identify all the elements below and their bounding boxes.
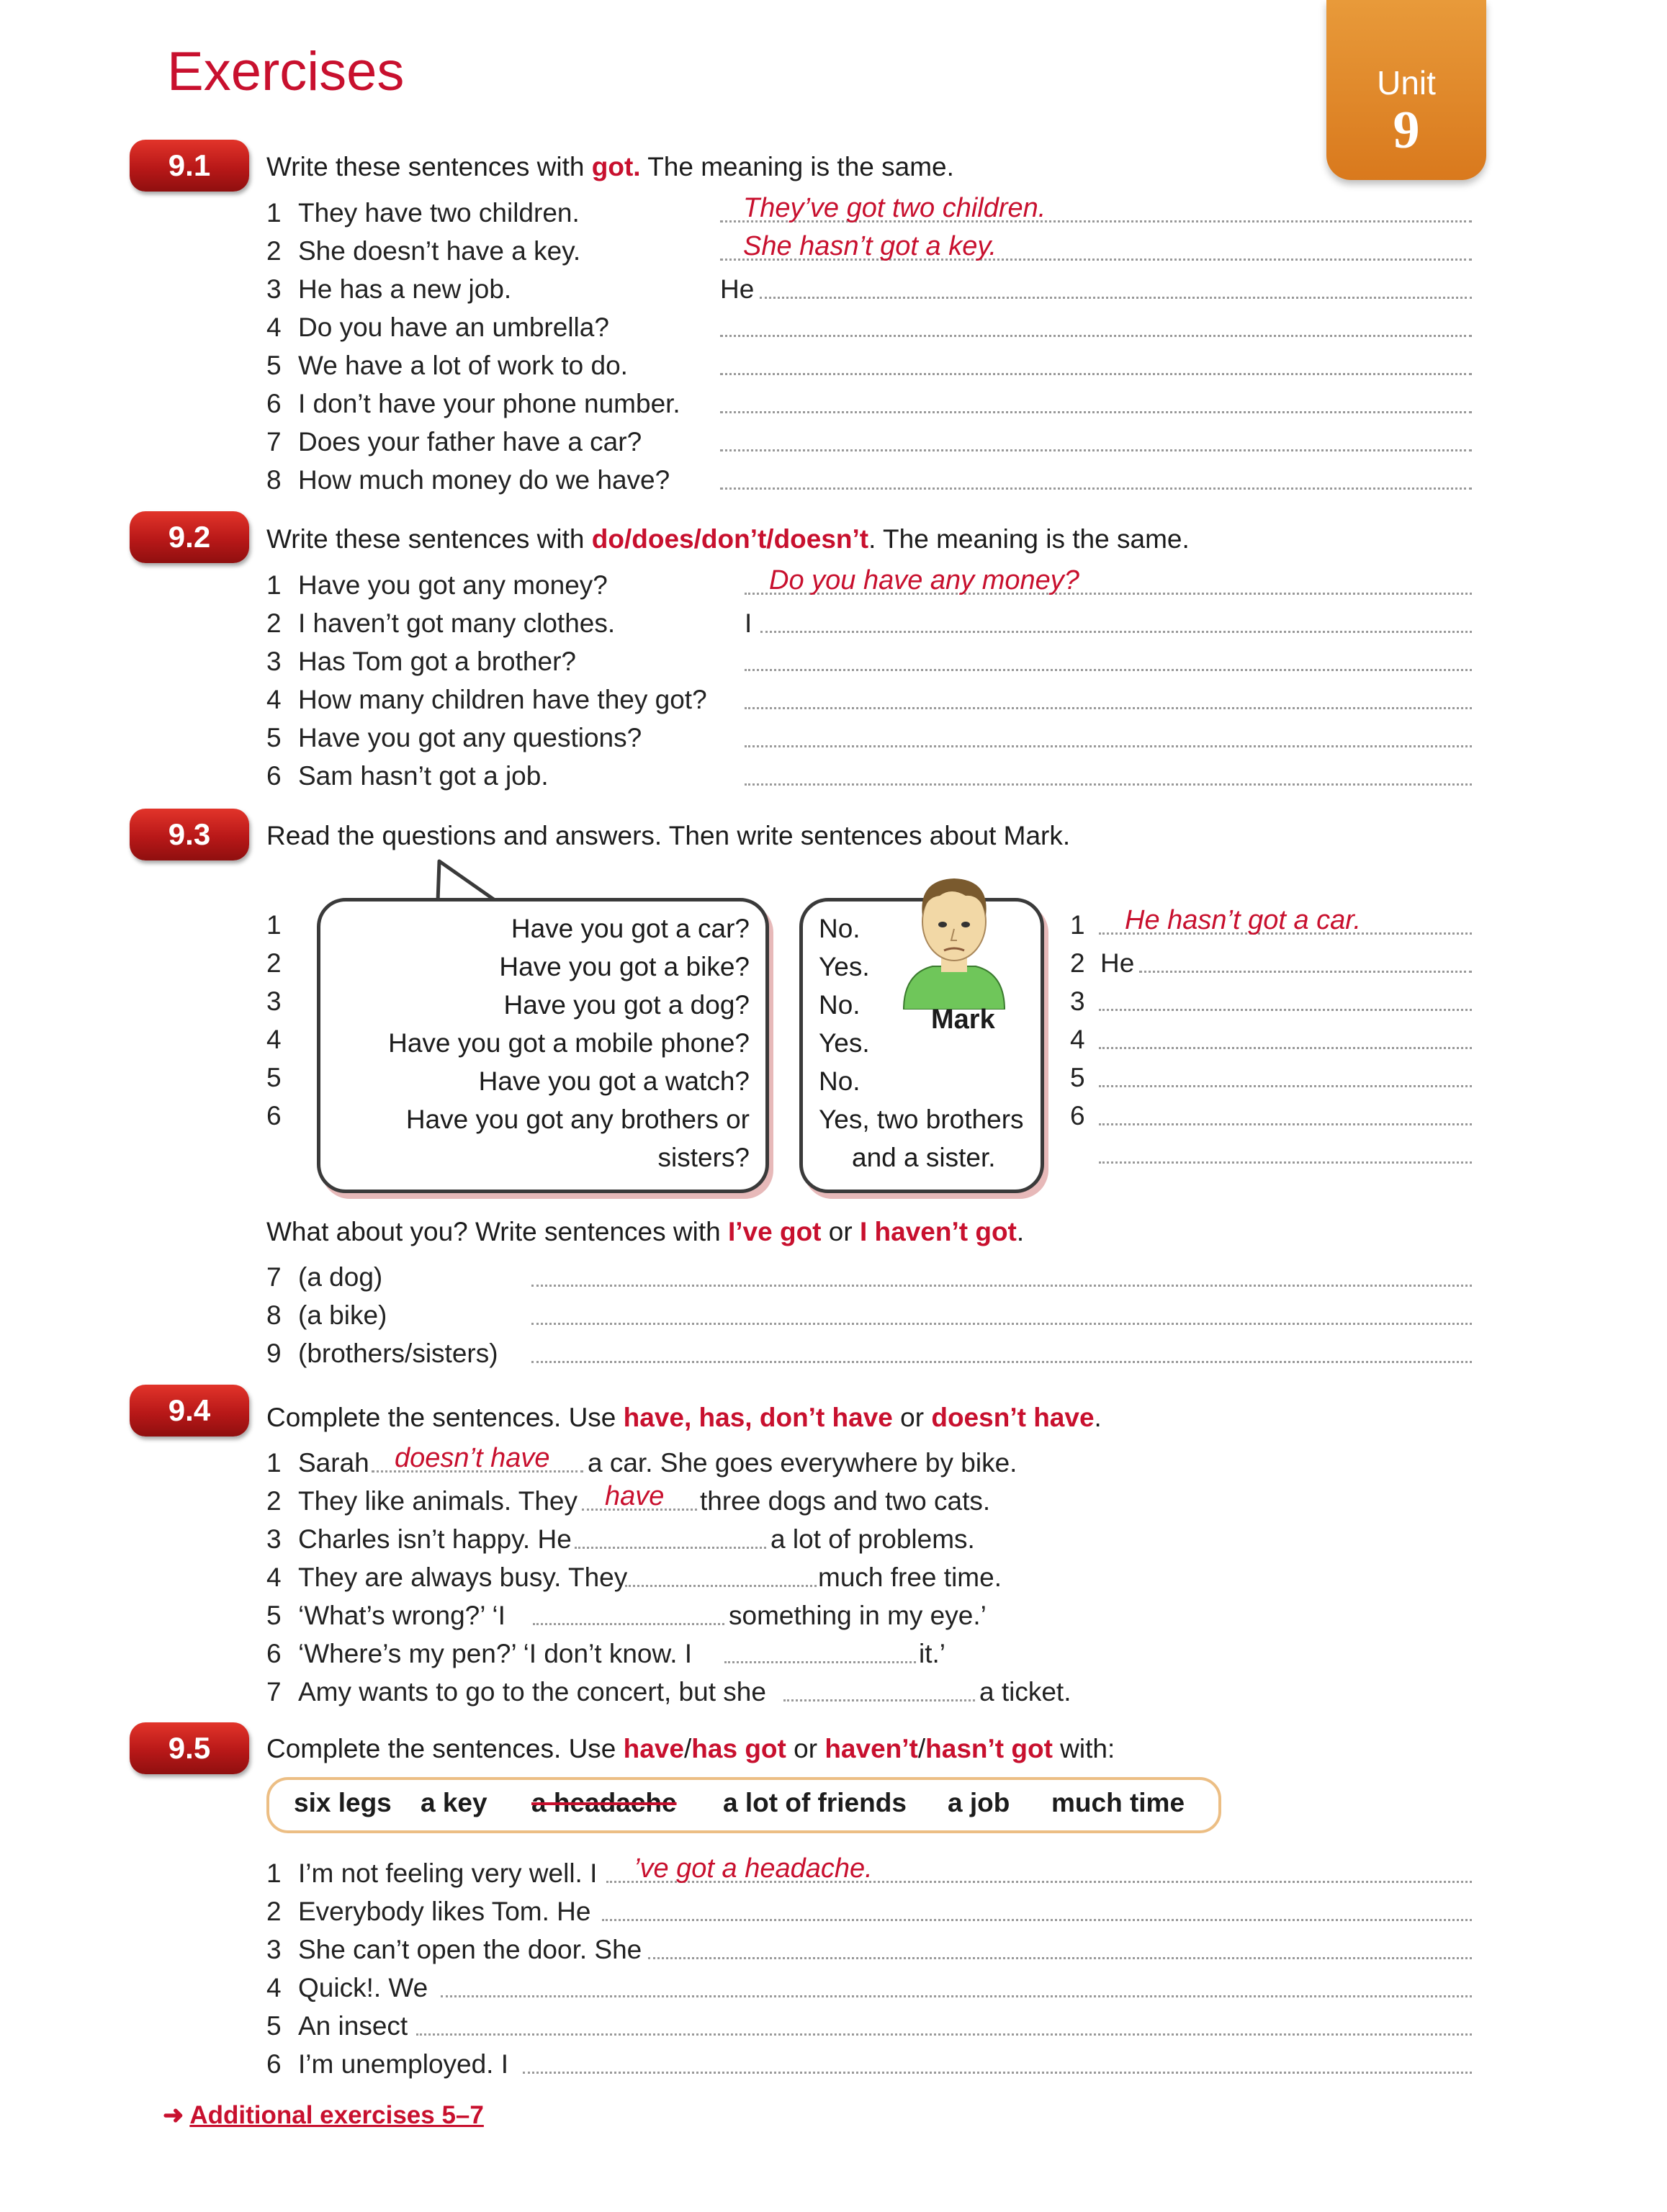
answer-line[interactable] [720,411,1472,413]
answer-prefix: He [1100,948,1135,978]
instruction-text: . [1016,1217,1025,1246]
exercise-badge-9-5: 9.5 [130,1722,249,1774]
list-item [266,610,615,637]
instruction-text: Complete the sentences. Use [266,1734,624,1763]
answer-line[interactable] [625,1585,817,1587]
answer-prefix: He [720,274,755,304]
item-number: 4 [266,1973,282,2002]
item-text: Have you got any questions? [298,723,642,752]
list-item [266,1302,387,1328]
item-text: a car. She goes everywhere by bike. [588,1448,1017,1478]
instruction-keyword: I’ve got [727,1217,822,1246]
answer-line[interactable] [602,1919,1472,1921]
item-text: Quick!. We [298,1973,428,2002]
item-text: (a bike) [298,1300,387,1330]
instruction-keyword: hasn’t got [925,1734,1053,1763]
item-number: 2 [266,608,282,638]
exercise-badge-9-1: 9.1 [130,140,249,192]
answer: Yes. [819,1028,870,1058]
word-option: a job [948,1788,1010,1817]
item-text: I don’t have your phone number. [298,389,680,418]
exercise-badge-9-3: 9.3 [130,809,249,860]
answer-line[interactable] [531,1361,1472,1363]
instruction-text: What about you? Write sentences with [266,1217,728,1246]
instruction-text: / [684,1734,692,1763]
item-text: Sarah [298,1448,369,1478]
arrow-right-icon: ➜ [163,2101,184,2129]
sample-answer: doesn’t have [395,1443,550,1473]
answer-box [799,898,1044,1193]
man-portrait-icon [897,866,1012,1010]
link-text[interactable]: Additional exercises 5–7 [189,2101,484,2129]
list-item [266,1340,498,1367]
answer: and a sister. [852,1143,996,1172]
word-option: much time [1051,1788,1185,1817]
item-number: 1 [266,198,282,228]
word-option: a lot of friends [723,1788,907,1817]
answer-line[interactable] [416,2033,1472,2036]
item-number: 3 [266,1935,282,1964]
additional-exercises-link[interactable] [163,2101,484,2130]
question-number: 1 [266,910,282,940]
instruction-text: The meaning is the same. [640,152,954,181]
question-number: 5 [266,1063,282,1092]
item-number: 3 [266,1524,282,1554]
answer-line[interactable] [783,1699,975,1701]
speech-bubble-icon [425,858,511,903]
answer-number: 4 [1070,1025,1085,1054]
answer-line[interactable] [720,373,1472,375]
item-text: Does your father have a car? [298,427,642,457]
item-text: She can’t open the door. She [298,1935,642,1964]
answer-line[interactable] [760,631,1472,633]
instruction-keyword: has got [691,1734,786,1763]
word-option: six legs [294,1788,392,1817]
list-item [266,1264,382,1290]
item-text: Do you have an umbrella? [298,313,609,342]
exercise-9-2-instruction [266,526,1190,552]
instruction-keyword: have [623,1734,684,1763]
item-number: 2 [266,236,282,266]
item-text: How much money do we have? [298,465,670,495]
item-number: 7 [266,427,282,457]
list-item [266,1526,572,1552]
sample-answer: have [605,1481,665,1511]
list-item [266,1678,766,1705]
word-option: a key [421,1788,487,1817]
item-number: 8 [266,1300,282,1330]
sample-answer: She hasn’t got a key. [743,231,997,261]
item-text: I’m not feeling very well. I [298,1858,598,1888]
answer-line[interactable] [720,335,1472,337]
list-item [266,238,580,264]
item-text: They have two children. [298,198,580,228]
list-item [266,428,642,455]
answer-line[interactable] [1099,1123,1472,1125]
answer-line[interactable] [533,1623,724,1625]
item-number: 3 [266,647,282,676]
instruction-keyword: do/does/don’t/doesn’t [591,524,869,554]
page-title: Exercises [167,41,405,102]
answer-line[interactable] [531,1323,1472,1325]
list-item [266,686,707,713]
answer-line[interactable] [745,783,1472,786]
list-item [266,1449,369,1476]
answer-line[interactable] [745,745,1472,747]
item-number: 9 [266,1339,282,1368]
item-text: Everybody likes Tom. He [298,1897,591,1926]
question: Have you got a bike? [499,952,750,981]
question: Have you got a car? [511,914,750,943]
exercise-badge-9-2: 9.2 [130,511,249,563]
answer-line[interactable] [1099,1085,1472,1087]
item-number: 5 [266,2011,282,2041]
item-number: 2 [266,1486,282,1516]
item-number: 1 [266,1448,282,1478]
item-text: three dogs and two cats. [700,1486,991,1516]
list-item [266,1488,578,1514]
answer-line[interactable] [648,1957,1472,1959]
answer-line[interactable] [745,707,1472,709]
unit-tab [1326,0,1486,180]
question-number: 4 [266,1025,282,1054]
item-number: 1 [266,1858,282,1888]
list-item [266,390,680,417]
person-name: Mark [931,1004,995,1035]
list-item [266,572,608,598]
item-text: They are always busy. They [298,1563,628,1592]
item-text: a ticket. [979,1677,1071,1707]
item-text: Charles isn’t happy. He [298,1524,572,1554]
list-item [266,724,642,751]
unit-label: Unit [1377,64,1436,102]
item-number: 4 [266,685,282,714]
exercise-badge-9-4: 9.4 [130,1385,249,1437]
answer: No. [819,1066,861,1096]
instruction-text: or [892,1403,932,1432]
item-text: Amy wants to go to the concert, but she [298,1677,766,1707]
list-item [266,352,628,379]
answer-line[interactable] [531,1285,1472,1287]
item-text: How many children have they got? [298,685,707,714]
instruction-keyword: doesn’t have [931,1403,1095,1432]
instruction-text: . The meaning is the same. [868,524,1190,554]
item-text: Have you got any money? [298,570,608,600]
item-number: 4 [266,1563,282,1592]
item-text: An insect [298,2011,408,2041]
answer-number: 6 [1070,1101,1085,1130]
item-number: 8 [266,465,282,495]
item-text: (a dog) [298,1262,383,1292]
item-number: 4 [266,313,282,342]
list-item [266,763,549,789]
answer-line[interactable] [745,669,1472,671]
item-text: much free time. [818,1563,1002,1592]
item-text: I’m unemployed. I [298,2049,509,2079]
list-item [266,276,511,302]
list-item [266,1564,627,1591]
question: Have you got any brothers or [405,1105,750,1134]
word-option-used: a headache [531,1788,677,1817]
question-number: 2 [266,948,282,978]
answer-prefix: I [745,608,752,638]
sample-answer: Do you have any money? [769,565,1079,595]
item-text: He has a new job. [298,274,512,304]
answer-line[interactable] [760,297,1472,299]
list-item [266,1860,597,1887]
item-text: ‘Where’s my pen?’ ‘I don’t know. I [298,1639,693,1668]
answer-number: 2 [1070,948,1085,978]
list-item [266,1974,428,2001]
list-item [266,2051,508,2077]
answer-line[interactable] [1099,1047,1472,1049]
list-item [266,648,576,675]
instruction-keyword: got. [591,152,641,181]
list-item [266,1602,506,1629]
item-number: 6 [266,2049,282,2079]
item-text: Has Tom got a brother? [298,647,576,676]
item-number: 7 [266,1262,282,1292]
answer-line[interactable] [724,1661,916,1663]
answer-line[interactable] [441,1995,1472,1997]
answer-number: 3 [1070,986,1085,1016]
instruction-text: Write these sentences with [266,152,592,181]
item-text: a lot of problems. [770,1524,975,1554]
item-text: I haven’t got many clothes. [298,608,616,638]
item-number: 6 [266,1639,282,1668]
item-number: 2 [266,1897,282,1926]
exercise-9-4-instruction [266,1404,1102,1431]
list-item [266,467,670,493]
sample-answer: They’ve got two children. [743,193,1046,223]
answer-line[interactable] [575,1547,766,1549]
answer: No. [819,914,861,943]
item-number: 7 [266,1677,282,1707]
instruction-text: with: [1052,1734,1115,1763]
instruction-keyword: have, has, don’t have [623,1403,893,1432]
list-item [266,1898,590,1925]
answer-number: 5 [1070,1063,1085,1092]
item-text: She doesn’t have a key. [298,236,581,266]
item-text: (brothers/sisters) [298,1339,498,1368]
list-item [266,2013,408,2039]
item-number: 1 [266,570,282,600]
exercise-9-1-instruction [266,153,954,180]
answer-line[interactable] [720,487,1472,490]
item-text: ‘What’s wrong?’ ‘I [298,1601,506,1630]
question: Have you got a mobile phone? [388,1028,750,1058]
list-item [266,1936,642,1963]
instruction-text: Write these sentences with [266,524,592,554]
question: sisters? [657,1143,750,1172]
exercise-9-3-instruction: Read the questions and answers. Then write sentences about Mark. [266,821,1071,850]
instruction-text: . [1094,1403,1102,1432]
answer: No. [819,990,861,1020]
instruction-text: Complete the sentences. Use [266,1403,624,1432]
instruction-text: or [786,1734,825,1763]
question: Have you got a watch? [478,1066,750,1096]
item-text: They like animals. They [298,1486,578,1516]
answer-number: 1 [1070,910,1085,940]
about-you-instruction [266,1218,1024,1245]
instruction-keyword: haven’t [824,1734,918,1763]
answer-line[interactable] [720,449,1472,451]
exercise-9-5-instruction [266,1735,1115,1762]
question-number: 6 [266,1101,282,1130]
answer-line[interactable] [1139,971,1472,973]
answer: Yes, two brothers [819,1105,1024,1134]
item-number: 5 [266,723,282,752]
question: Have you got a dog? [503,990,750,1020]
list-item [266,1640,692,1667]
item-number: 5 [266,351,282,380]
item-text: something in my eye.’ [729,1601,987,1630]
list-item [266,314,609,341]
item-text: We have a lot of work to do. [298,351,628,380]
item-number: 5 [266,1601,282,1630]
unit-number: 9 [1393,101,1420,160]
question-bubble [317,898,769,1193]
item-number: 6 [266,389,282,418]
answer-line[interactable] [523,2072,1472,2074]
sample-answer: He hasn’t got a car. [1125,905,1362,935]
item-number: 6 [266,761,282,791]
instruction-keyword: I haven’t got [859,1217,1017,1246]
answer-line[interactable] [1099,1009,1472,1011]
sample-answer: ’ve got a headache. [634,1853,873,1884]
item-text: Sam hasn’t got a job. [298,761,549,791]
item-text: it.’ [919,1639,945,1668]
answer-line[interactable] [1099,1161,1472,1164]
answer: Yes. [819,952,870,981]
item-number: 3 [266,274,282,304]
question-number: 3 [266,986,282,1016]
instruction-text: / [917,1734,926,1763]
instruction-text: or [821,1217,860,1246]
list-item [266,199,580,226]
